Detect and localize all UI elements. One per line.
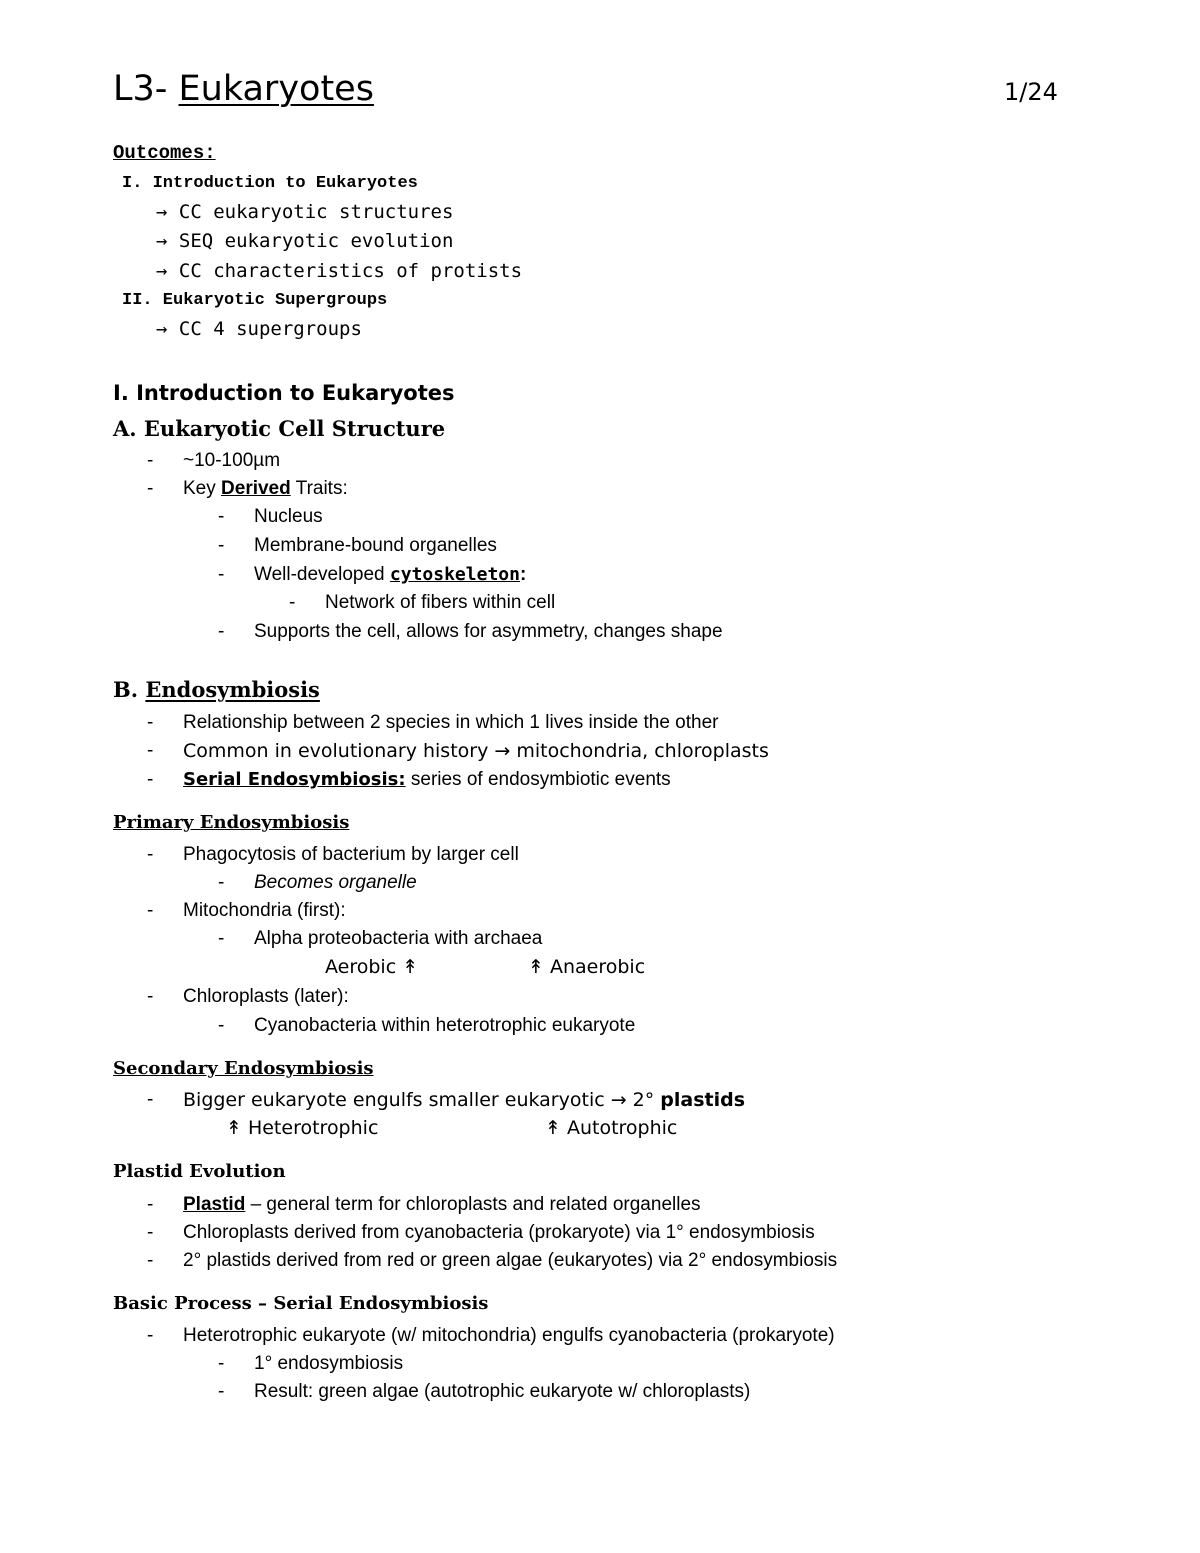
list-item: Chloroplasts derived from cyanobacteria (prokaryote) via 1° endosymbiosis xyxy=(183,1222,815,1243)
basic-process-heading: Basic Process – Serial Endosymbiosis xyxy=(113,1293,489,1314)
bullet-dash: - xyxy=(218,872,225,893)
bullet-dash: - xyxy=(147,712,154,733)
list-item: 1° endosymbiosis xyxy=(254,1353,404,1374)
list-item: Result: green algae (autotrophic eukaryote w/ chloroplasts) xyxy=(254,1381,751,1402)
anaerobic-label: ↟ Anaerobic xyxy=(528,956,646,978)
outcome-item: → CC characteristics of protists xyxy=(156,260,523,282)
plastid-term: Plastid xyxy=(183,1194,246,1215)
plastids-term: plastids xyxy=(660,1089,746,1111)
bullet-dash: - xyxy=(218,564,225,585)
text-span: Key xyxy=(183,478,222,499)
title-main: Eukaryotes xyxy=(178,69,374,109)
list-item: ~10-100µm xyxy=(183,450,281,471)
outcomes-heading: Outcomes: xyxy=(113,142,216,164)
secondary-endosymbiosis-heading: Secondary Endosymbiosis xyxy=(113,1058,374,1079)
text-span: – general term for chloroplasts and related organelles xyxy=(245,1194,701,1215)
list-item: Nucleus xyxy=(254,506,323,527)
subsection-heading-cell-structure xyxy=(113,416,445,441)
list-item: Network of fibers within cell xyxy=(325,592,556,613)
subsection-title: Eukaryotic Cell Structure xyxy=(143,416,446,441)
subsection-title: Endosymbiosis xyxy=(145,677,320,702)
subsection-letter: A. xyxy=(113,416,137,441)
list-item: Phagocytosis of bacterium by larger cell xyxy=(183,844,519,865)
text-span: series of endosymbiotic events xyxy=(405,769,671,790)
subsection-heading-endosymbiosis xyxy=(113,677,320,702)
list-item: Relationship between 2 species in which 1 lives inside the other xyxy=(183,712,719,733)
list-item xyxy=(183,477,348,501)
text-span: Bigger eukaryote engulfs smaller eukaryotic → 2° xyxy=(183,1089,661,1111)
autotrophic-label: ↟ Autotrophic xyxy=(545,1117,678,1139)
bullet-dash: - xyxy=(218,1381,225,1402)
plastid-evolution-heading: Plastid Evolution xyxy=(113,1161,286,1182)
list-item: Supports the cell, allows for asymmetry, changes shape xyxy=(254,621,723,642)
derived-term: Derived xyxy=(221,478,291,499)
bullet-dash: - xyxy=(147,1250,154,1271)
bullet-dash: - xyxy=(147,740,154,761)
bullet-dash: - xyxy=(289,592,296,613)
list-item: Cyanobacteria within heterotrophic eukaryote xyxy=(254,1015,636,1036)
bullet-dash: - xyxy=(218,621,225,642)
bullet-dash: - xyxy=(147,1194,154,1215)
bullet-dash: - xyxy=(147,844,154,865)
bullet-dash: - xyxy=(218,506,225,527)
list-item: Heterotrophic eukaryote (w/ mitochondria) engulfs cyanobacteria (prokaryote) xyxy=(183,1325,835,1346)
outcome-section-2: II. Eukaryotic Supergroups xyxy=(122,291,388,310)
section-heading-intro: I. Introduction to Eukaryotes xyxy=(113,381,455,405)
page-number: 1/24 xyxy=(1004,78,1058,106)
outcome-item: → CC eukaryotic structures xyxy=(156,201,454,223)
outcome-section-1: I. Introduction to Eukaryotes xyxy=(122,174,418,193)
primary-endosymbiosis-heading: Primary Endosymbiosis xyxy=(113,812,350,833)
bullet-dash: - xyxy=(218,928,225,949)
list-item: Membrane-bound organelles xyxy=(254,535,497,556)
text-span: Well-developed xyxy=(254,564,390,585)
list-item: 2° plastids derived from red or green algae (eukaryotes) via 2° endosymbiosis xyxy=(183,1250,838,1271)
bullet-dash: - xyxy=(147,1325,154,1346)
cytoskeleton-term: cytoskeleton xyxy=(389,564,520,585)
aerobic-label: Aerobic ↟ xyxy=(325,956,419,978)
bullet-dash: - xyxy=(147,900,154,921)
heterotrophic-label: ↟ Heterotrophic xyxy=(226,1117,379,1139)
serial-endosymbiosis-term: Serial Endosymbiosis: xyxy=(183,769,406,790)
bullet-dash: - xyxy=(147,1089,154,1110)
title-prefix: L3- xyxy=(113,69,179,109)
bullet-dash: - xyxy=(147,769,154,790)
list-item xyxy=(183,1193,701,1217)
bullet-dash: - xyxy=(147,986,154,1007)
text-span: : xyxy=(519,564,527,585)
page-title xyxy=(113,66,374,112)
bullet-dash: - xyxy=(218,535,225,556)
bullet-dash: - xyxy=(147,450,154,471)
text-span: Traits: xyxy=(290,478,348,499)
bullet-dash: - xyxy=(218,1015,225,1036)
bullet-dash: - xyxy=(147,1222,154,1243)
outcome-item: → CC 4 supergroups xyxy=(156,318,362,340)
list-item: Becomes organelle xyxy=(254,872,417,893)
bullet-dash: - xyxy=(218,1353,225,1374)
outcome-item: → SEQ eukaryotic evolution xyxy=(156,230,454,252)
list-item: Mitochondria (first): xyxy=(183,900,346,921)
list-item xyxy=(254,563,526,587)
bullet-dash: - xyxy=(147,478,154,499)
subsection-letter: B. xyxy=(113,677,139,702)
list-item: Alpha proteobacteria with archaea xyxy=(254,928,543,949)
list-item: Common in evolutionary history → mitochondria, chloroplasts xyxy=(183,740,769,762)
list-item: Chloroplasts (later): xyxy=(183,986,349,1007)
list-item xyxy=(183,1088,745,1112)
list-item xyxy=(183,768,671,792)
